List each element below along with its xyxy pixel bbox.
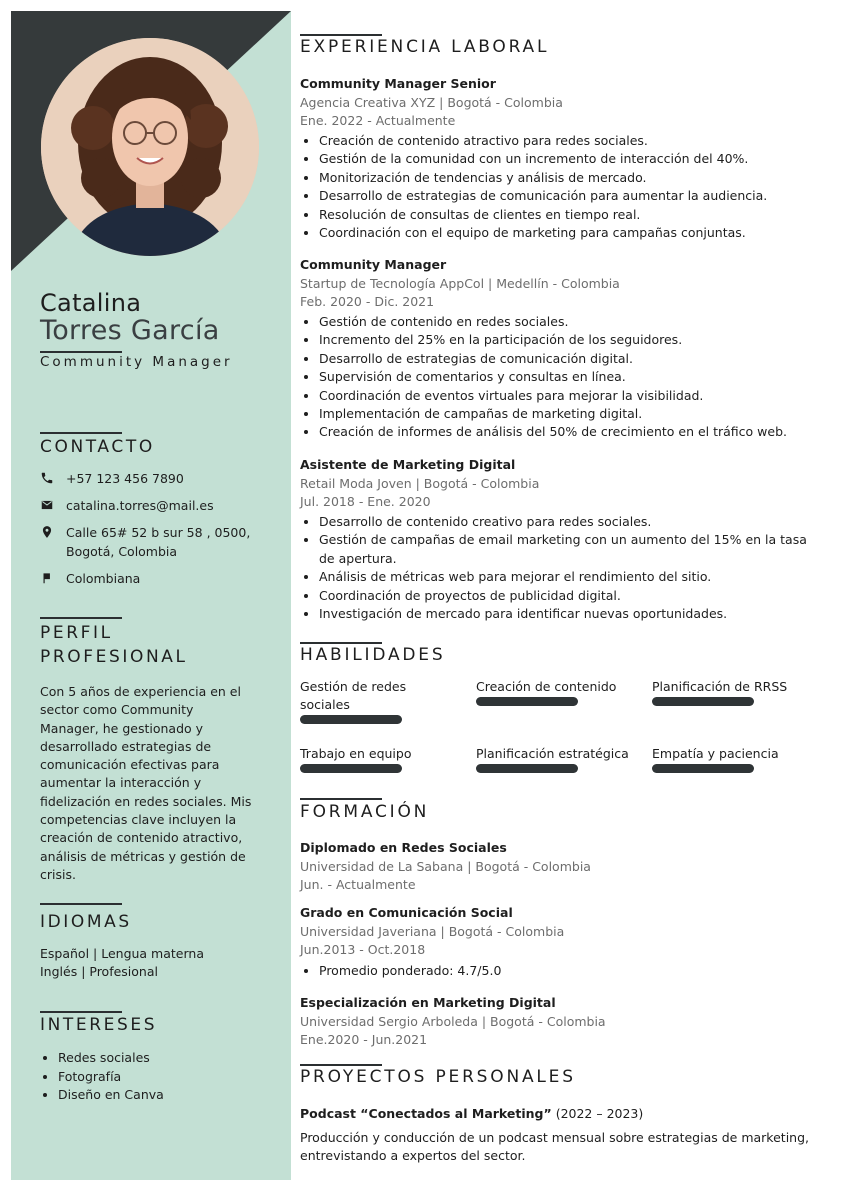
education-title-1: Diplomado en Redes Sociales (300, 840, 507, 855)
name-divider (40, 351, 122, 353)
interests-divider (40, 1011, 122, 1013)
skill-label: Gestión de redes sociales (300, 679, 407, 712)
job-bullets-3 (300, 513, 809, 623)
job-bullet: • Monitorización de tendencias y análisis de mercado. (319, 169, 824, 187)
profile-line: fidelización en redes sociales. Mis (40, 793, 252, 809)
job-bullet: • Investigación de mercado para identificar nuevas oportunidades. (319, 605, 809, 623)
profile-line: Con 5 años de experiencia en el (40, 684, 241, 699)
job-bullet: • Supervisión de comentarios y consultas en línea. (319, 368, 824, 386)
skill-label: Trabajo en equipo (300, 746, 412, 761)
profile-line: análisis de métricas y gestión de (40, 848, 246, 864)
mail-icon (40, 498, 54, 512)
profile-line: crisis. (40, 866, 76, 882)
projects-heading: PROYECTOS PERSONALES (300, 1067, 576, 1087)
job-company-2: Startup de Tecnología AppCol | Medellín - Colombia (300, 276, 620, 291)
education-school-2: Universidad Javeriana | Bogotá - Colombia (300, 924, 565, 939)
education-school-1: Universidad de La Sabana | Bogotá - Colombia (300, 859, 591, 874)
email-text[interactable]: catalina.torres@mail.es (66, 498, 214, 513)
job-bullet: • Gestión de contenido en redes sociales. (319, 313, 824, 331)
language-item: Español | Lengua materna (40, 946, 204, 961)
job-title-3: Asistente de Marketing Digital (300, 457, 516, 472)
project-title (300, 1106, 643, 1121)
job-bullet: • Coordinación de eventos virtuales para mejorar la visibilidad. (319, 387, 824, 405)
profile-line: creación de contenido atractivo, (40, 830, 243, 846)
education-bullet: • Promedio ponderado: 4.7/5.0 (319, 962, 824, 980)
job-company-1: Agencia Creativa XYZ | Bogotá - Colombia (300, 95, 563, 110)
job-title-1: Community Manager Senior (300, 76, 496, 91)
address-line-2: Bogotá, Colombia (66, 544, 178, 559)
portrait-illustration (41, 38, 259, 256)
education-dates-2: Jun.2013 - Oct.2018 (300, 942, 426, 957)
languages-list (40, 945, 204, 982)
contact-heading: CONTACTO (40, 437, 155, 457)
skill-label: Creación de contenido (476, 679, 617, 694)
skill-bar (476, 697, 578, 706)
location-icon (40, 525, 54, 539)
job-bullet: • Desarrollo de estrategias de comunicación digital. (319, 350, 824, 368)
education-school-3: Universidad Sergio Arboleda | Bogotá - Colombia (300, 1014, 606, 1029)
first-name: Catalina (40, 289, 142, 317)
skill-label: Planificación estratégica (476, 746, 629, 761)
project-years: (2022 – 2023) (555, 1106, 644, 1121)
interest-item: • Redes sociales (58, 1049, 164, 1068)
profile-divider (40, 617, 122, 619)
job-bullet: • Creación de contenido atractivo para redes sociales. (319, 132, 824, 150)
profile-line: desarrollado estrategias de (40, 738, 212, 754)
job-bullet: • Desarrollo de contenido creativo para redes sociales. (319, 513, 809, 531)
education-title-2: Grado en Comunicación Social (300, 905, 513, 920)
interests-list (40, 1049, 164, 1105)
skill-bar (652, 764, 754, 773)
skill-label: Planificación de RRSS (652, 679, 788, 694)
projects-divider (300, 1064, 382, 1066)
languages-divider (40, 903, 122, 905)
skill-bar (300, 715, 402, 724)
project-description: Producción y conducción de un podcast mensual sobre estrategias de marketing, entrevistando a expertos del sector. (300, 1130, 809, 1164)
profile-line: aumentar la interacción y (40, 775, 202, 791)
job-company-3: Retail Moda Joven | Bogotá - Colombia (300, 476, 540, 491)
address-text (66, 523, 250, 561)
education-dates-3: Ene.2020 - Jun.2021 (300, 1032, 428, 1047)
job-dates-1: Ene. 2022 - Actualmente (300, 113, 456, 128)
address-line-1: Calle 65# 52 b sur 58 , 0500, (66, 525, 251, 540)
job-bullet: • Implementación de campañas de marketing digital. (319, 405, 824, 423)
education-divider (300, 798, 382, 800)
nationality-text: Colombiana (66, 571, 141, 586)
job-bullet: • Coordinación con el equipo de marketing para campañas conjuntas. (319, 224, 824, 242)
profile-summary (40, 683, 251, 884)
profile-heading-line-1: PERFIL (40, 623, 113, 643)
project-name: Podcast “Conectados al Marketing” (300, 1106, 552, 1121)
flag-icon (40, 571, 54, 585)
profile-line: sector como Community (40, 702, 194, 718)
contact-phone (40, 469, 184, 488)
interests-heading: INTERESES (40, 1015, 158, 1035)
interest-item: • Diseño en Canva (58, 1086, 164, 1105)
job-bullet: • Incremento del 25% en la participación de los seguidores. (319, 331, 824, 349)
last-name: Torres García (40, 315, 220, 346)
skill-bar (652, 697, 754, 706)
job-title-2: Community Manager (300, 257, 447, 272)
education-heading: FORMACIÓN (300, 802, 430, 822)
profile-line: competencias clave incluyen la (40, 812, 237, 828)
job-bullets-2 (300, 313, 824, 442)
profile-photo (41, 38, 259, 256)
job-dates-2: Feb. 2020 - Dic. 2021 (300, 294, 435, 309)
skills-divider (300, 642, 382, 644)
skill-bar (300, 764, 402, 773)
contact-email (40, 496, 214, 515)
job-bullet: • Desarrollo de estrategias de comunicación para aumentar la audiencia. (319, 187, 824, 205)
experience-heading: EXPERIENCIA LABORAL (300, 37, 550, 57)
job-dates-3: Jul. 2018 - Ene. 2020 (300, 494, 431, 509)
profile-line: Manager, he gestionado y (40, 720, 204, 736)
phone-icon (40, 471, 54, 485)
sidebar (11, 11, 291, 1180)
phone-text[interactable]: +57 123 456 7890 (66, 471, 184, 486)
profile-line: comunicación efectivas para (40, 757, 220, 773)
job-bullet: • Análisis de métricas web para mejorar el rendimiento del sitio. (319, 568, 809, 586)
job-bullets-1 (300, 132, 824, 242)
job-title: Community Manager (40, 354, 233, 370)
education-bullets-2 (300, 962, 824, 980)
job-bullet: • Gestión de campañas de email marketing con un aumento del 15% en la tasa de apertura. (319, 531, 809, 568)
contact-address (40, 523, 250, 561)
skill-label: Empatía y paciencia (652, 746, 779, 761)
experience-divider (300, 34, 382, 36)
job-bullet: • Gestión de la comunidad con un incremento de interacción del 40%. (319, 150, 824, 168)
skill-bar (476, 764, 578, 773)
job-bullet: • Resolución de consultas de clientes en tiempo real. (319, 206, 824, 224)
profile-heading-line-2: PROFESIONAL (40, 647, 188, 667)
contact-divider (40, 432, 122, 434)
job-bullet: • Coordinación de proyectos de publicidad digital. (319, 587, 809, 605)
job-bullet: • Creación de informes de análisis del 50% de crecimiento en el tráfico web. (319, 423, 824, 441)
profile-heading (40, 621, 188, 669)
education-dates-1: Jun. - Actualmente (300, 877, 416, 892)
contact-nationality (40, 569, 140, 588)
interest-item: • Fotografía (58, 1068, 164, 1087)
language-item: Inglés | Profesional (40, 964, 158, 980)
education-title-3: Especialización en Marketing Digital (300, 995, 556, 1010)
skills-heading: HABILIDADES (300, 645, 446, 665)
languages-heading: IDIOMAS (40, 912, 132, 932)
